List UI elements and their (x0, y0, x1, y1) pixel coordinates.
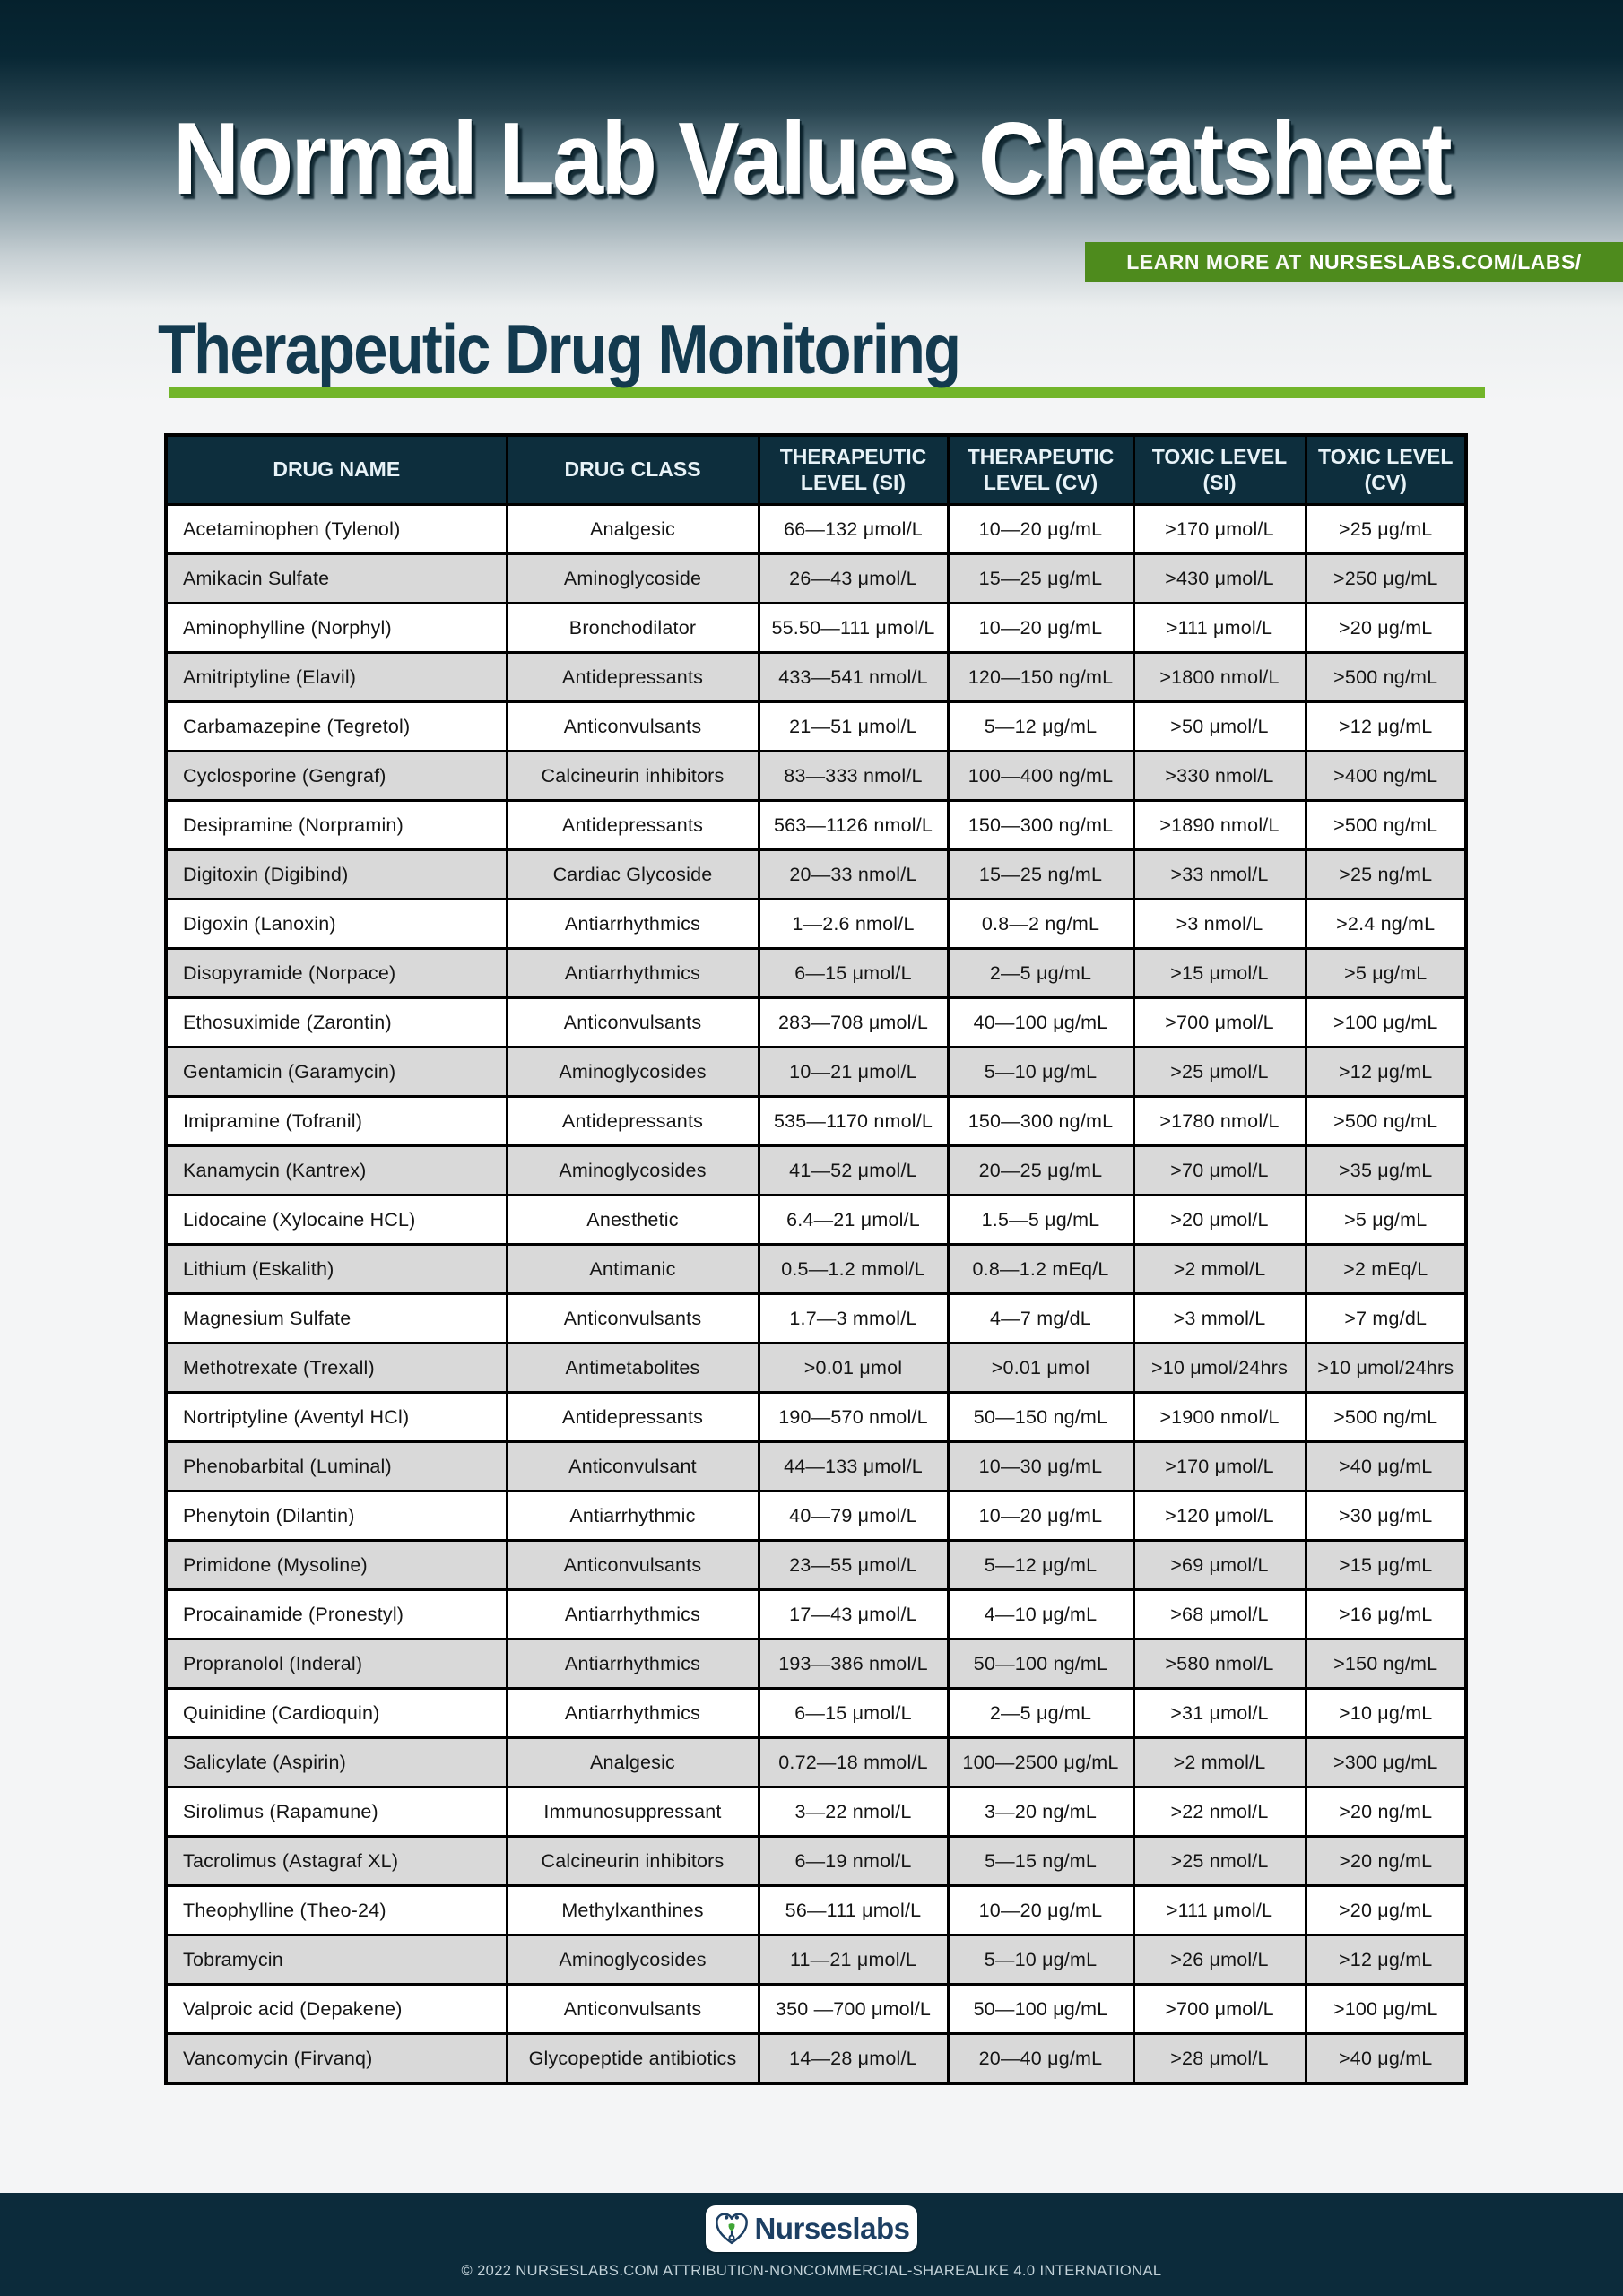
table-row (166, 1196, 1466, 1245)
drug-name-cell: Lithium (Eskalith) (166, 1245, 507, 1294)
drug-name-cell: Aminophylline (Norphyl) (166, 604, 507, 653)
value-cell: Antimanic (507, 1245, 759, 1294)
value-cell: 433—541 nmol/L (759, 653, 948, 702)
value-cell: 4—7 mg/dL (948, 1294, 1133, 1344)
value-cell: >20 ng/mL (1306, 1837, 1466, 1886)
value-cell: >111 μmol/L (1133, 1886, 1306, 1935)
value-cell: 6.4—21 μmol/L (759, 1196, 948, 1245)
value-cell: 1.5—5 μg/mL (948, 1196, 1133, 1245)
value-cell: 150—300 ng/mL (948, 801, 1133, 850)
drug-name-cell: Tobramycin (166, 1935, 507, 1985)
value-cell: Calcineurin inhibitors (507, 1837, 759, 1886)
drug-name-cell: Sirolimus (Rapamune) (166, 1787, 507, 1837)
value-cell: Antidepressants (507, 653, 759, 702)
table-row (166, 1048, 1466, 1097)
value-cell: 5—12 μg/mL (948, 702, 1133, 752)
table-row (166, 1738, 1466, 1787)
value-cell: Analgesic (507, 505, 759, 554)
value-cell: Anticonvulsants (507, 1294, 759, 1344)
value-cell: >3 mmol/L (1133, 1294, 1306, 1344)
table-row (166, 1146, 1466, 1196)
table-row (166, 752, 1466, 801)
drug-table-body (166, 505, 1466, 2084)
value-cell: 83—333 nmol/L (759, 752, 948, 801)
value-cell: Immunosuppressant (507, 1787, 759, 1837)
table-row (166, 604, 1466, 653)
learn-more-banner[interactable] (1085, 242, 1623, 282)
value-cell: >25 nmol/L (1133, 1837, 1306, 1886)
value-cell: 5—10 μg/mL (948, 1048, 1133, 1097)
value-cell: >68 μmol/L (1133, 1590, 1306, 1639)
value-cell: >150 ng/mL (1306, 1639, 1466, 1689)
value-cell: 100—400 ng/mL (948, 752, 1133, 801)
value-cell: Antidepressants (507, 1097, 759, 1146)
value-cell: Anticonvulsants (507, 702, 759, 752)
drug-name-cell: Primidone (Mysoline) (166, 1541, 507, 1590)
value-cell: >12 μg/mL (1306, 1048, 1466, 1097)
value-cell: Calcineurin inhibitors (507, 752, 759, 801)
column-header-drug-class: DRUG CLASS (507, 435, 759, 505)
value-cell: Antiarrhythmics (507, 900, 759, 949)
value-cell: 193—386 nmol/L (759, 1639, 948, 1689)
value-cell: Glycopeptide antibiotics (507, 2034, 759, 2084)
value-cell: 5—10 μg/mL (948, 1935, 1133, 1985)
value-cell: 10—20 μg/mL (948, 1886, 1133, 1935)
table-row (166, 1590, 1466, 1639)
banner-url[interactable]: NURSESLABS.COM/LABS/ (1308, 249, 1582, 274)
drug-name-cell: Salicylate (Aspirin) (166, 1738, 507, 1787)
drug-name-cell: Theophylline (Theo-24) (166, 1886, 507, 1935)
value-cell: >33 nmol/L (1133, 850, 1306, 900)
value-cell: >1780 nmol/L (1133, 1097, 1306, 1146)
table-row (166, 1393, 1466, 1442)
drug-name-cell: Cyclosporine (Gengraf) (166, 752, 507, 801)
value-cell: >22 nmol/L (1133, 1787, 1306, 1837)
table-row (166, 554, 1466, 604)
value-cell: 0.8—2 ng/mL (948, 900, 1133, 949)
value-cell: 44—133 μmol/L (759, 1442, 948, 1492)
drug-name-cell: Carbamazepine (Tegretol) (166, 702, 507, 752)
value-cell: 6—15 μmol/L (759, 949, 948, 998)
copyright-text: © 2022 NURSESLABS.COM ATTRIBUTION-NONCOMMERCIAL-SHAREALIKE 4.0 INTERNATIONAL (461, 2263, 1162, 2279)
value-cell: 40—100 μg/mL (948, 998, 1133, 1048)
brand-name: Nurseslabs (754, 2212, 910, 2245)
value-cell: >20 μg/mL (1306, 604, 1466, 653)
value-cell: >12 μg/mL (1306, 1935, 1466, 1985)
table-row (166, 1442, 1466, 1492)
nurseslabs-logo (706, 2205, 917, 2252)
value-cell: >500 ng/mL (1306, 653, 1466, 702)
value-cell: 26—43 μmol/L (759, 554, 948, 604)
drug-table (164, 433, 1468, 2085)
value-cell: Antidepressants (507, 1393, 759, 1442)
value-cell: >580 nmol/L (1133, 1639, 1306, 1689)
drug-name-cell: Propranolol (Inderal) (166, 1639, 507, 1689)
value-cell: 50—100 ng/mL (948, 1639, 1133, 1689)
table-row (166, 1344, 1466, 1393)
drug-name-cell: Acetaminophen (Tylenol) (166, 505, 507, 554)
value-cell: 0.5—1.2 mmol/L (759, 1245, 948, 1294)
table-row (166, 2034, 1466, 2084)
value-cell: 10—30 μg/mL (948, 1442, 1133, 1492)
value-cell: >430 μmol/L (1133, 554, 1306, 604)
drug-name-cell: Amitriptyline (Elavil) (166, 653, 507, 702)
table-row (166, 1245, 1466, 1294)
value-cell: >7 mg/dL (1306, 1294, 1466, 1344)
value-cell: 2—5 μg/mL (948, 949, 1133, 998)
value-cell: Aminoglycoside (507, 554, 759, 604)
value-cell: >700 μmol/L (1133, 1985, 1306, 2034)
value-cell: 5—15 ng/mL (948, 1837, 1133, 1886)
table-row (166, 900, 1466, 949)
drug-name-cell: Digoxin (Lanoxin) (166, 900, 507, 949)
value-cell: 1.7—3 mmol/L (759, 1294, 948, 1344)
value-cell: >12 μg/mL (1306, 702, 1466, 752)
value-cell: Antiarrhythmics (507, 1689, 759, 1738)
value-cell: >70 μmol/L (1133, 1146, 1306, 1196)
drug-name-cell: Ethosuximide (Zarontin) (166, 998, 507, 1048)
table-row (166, 1787, 1466, 1837)
drug-table-header (166, 435, 1466, 505)
value-cell: 21—51 μmol/L (759, 702, 948, 752)
value-cell: >40 μg/mL (1306, 1442, 1466, 1492)
value-cell: >16 μg/mL (1306, 1590, 1466, 1639)
value-cell: >31 μmol/L (1133, 1689, 1306, 1738)
value-cell: >15 μmol/L (1133, 949, 1306, 998)
value-cell: >3 nmol/L (1133, 900, 1306, 949)
value-cell: >26 μmol/L (1133, 1935, 1306, 1985)
value-cell: Antiarrhythmics (507, 949, 759, 998)
value-cell: 150—300 ng/mL (948, 1097, 1133, 1146)
drug-name-cell: Disopyramide (Norpace) (166, 949, 507, 998)
value-cell: 2—5 μg/mL (948, 1689, 1133, 1738)
value-cell: 15—25 μg/mL (948, 554, 1133, 604)
drug-name-cell: Lidocaine (Xylocaine HCL) (166, 1196, 507, 1245)
drug-name-cell: Imipramine (Tofranil) (166, 1097, 507, 1146)
value-cell: Anticonvulsant (507, 1442, 759, 1492)
heart-stethoscope-icon (714, 2211, 750, 2247)
table-row (166, 1837, 1466, 1886)
value-cell: 350 —700 μmol/L (759, 1985, 948, 2034)
value-cell: 50—150 ng/mL (948, 1393, 1133, 1442)
drug-name-cell: Phenobarbital (Luminal) (166, 1442, 507, 1492)
value-cell: 100—2500 μg/mL (948, 1738, 1133, 1787)
value-cell: >69 μmol/L (1133, 1541, 1306, 1590)
value-cell: 190—570 nmol/L (759, 1393, 948, 1442)
value-cell: 20—40 μg/mL (948, 2034, 1133, 2084)
drug-name-cell: Desipramine (Norpramin) (166, 801, 507, 850)
value-cell: 10—20 μg/mL (948, 604, 1133, 653)
drug-name-cell: Valproic acid (Depakene) (166, 1985, 507, 2034)
drug-name-cell: Quinidine (Cardioquin) (166, 1689, 507, 1738)
drug-name-cell: Gentamicin (Garamycin) (166, 1048, 507, 1097)
table-row (166, 1097, 1466, 1146)
value-cell: >10 μg/mL (1306, 1689, 1466, 1738)
banner-prefix: LEARN MORE AT (1126, 249, 1302, 274)
value-cell: 20—25 μg/mL (948, 1146, 1133, 1196)
value-cell: 4—10 μg/mL (948, 1590, 1133, 1639)
value-cell: 41—52 μmol/L (759, 1146, 948, 1196)
value-cell: >2 mmol/L (1133, 1738, 1306, 1787)
value-cell: >500 ng/mL (1306, 1393, 1466, 1442)
value-cell: 11—21 μmol/L (759, 1935, 948, 1985)
table-row (166, 702, 1466, 752)
value-cell: Antiarrhythmics (507, 1590, 759, 1639)
value-cell: 56—111 μmol/L (759, 1886, 948, 1935)
value-cell: 120—150 ng/mL (948, 653, 1133, 702)
value-cell: >15 μg/mL (1306, 1541, 1466, 1590)
value-cell: 535—1170 nmol/L (759, 1097, 948, 1146)
page-title: Normal Lab Values Cheatsheet (172, 102, 1451, 216)
drug-name-cell: Digitoxin (Digibind) (166, 850, 507, 900)
value-cell: >20 ng/mL (1306, 1787, 1466, 1837)
value-cell: Aminoglycosides (507, 1048, 759, 1097)
value-cell: >111 μmol/L (1133, 604, 1306, 653)
value-cell: >1890 nmol/L (1133, 801, 1306, 850)
value-cell: 10—20 μg/mL (948, 505, 1133, 554)
value-cell: >25 μg/mL (1306, 505, 1466, 554)
value-cell: 5—12 μg/mL (948, 1541, 1133, 1590)
value-cell: >400 ng/mL (1306, 752, 1466, 801)
table-row (166, 1639, 1466, 1689)
drug-name-cell: Vancomycin (Firvanq) (166, 2034, 507, 2084)
drug-name-cell: Kanamycin (Kantrex) (166, 1146, 507, 1196)
value-cell: >10 μmol/24hrs (1133, 1344, 1306, 1393)
value-cell: 23—55 μmol/L (759, 1541, 948, 1590)
value-cell: 6—19 nmol/L (759, 1837, 948, 1886)
value-cell: Aminoglycosides (507, 1146, 759, 1196)
value-cell: 15—25 ng/mL (948, 850, 1133, 900)
value-cell: >5 μg/mL (1306, 1196, 1466, 1245)
value-cell: >20 μmol/L (1133, 1196, 1306, 1245)
value-cell: >40 μg/mL (1306, 2034, 1466, 2084)
value-cell: >700 μmol/L (1133, 998, 1306, 1048)
value-cell: Analgesic (507, 1738, 759, 1787)
value-cell: >100 μg/mL (1306, 1985, 1466, 2034)
value-cell: Cardiac Glycoside (507, 850, 759, 900)
table-row (166, 998, 1466, 1048)
column-header-toxic-si: TOXIC LEVEL (SI) (1133, 435, 1306, 505)
table-row (166, 1294, 1466, 1344)
table-row (166, 1541, 1466, 1590)
table-row (166, 1935, 1466, 1985)
table-row (166, 850, 1466, 900)
value-cell: >170 μmol/L (1133, 505, 1306, 554)
value-cell: >0.01 μmol (948, 1344, 1133, 1393)
column-header-drug-name: DRUG NAME (166, 435, 507, 505)
column-header-therapeutic-si: THERAPEUTIC LEVEL (SI) (759, 435, 948, 505)
value-cell: 0.8—1.2 mEq/L (948, 1245, 1133, 1294)
value-cell: 10—21 μmol/L (759, 1048, 948, 1097)
value-cell: 283—708 μmol/L (759, 998, 948, 1048)
value-cell: 6—15 μmol/L (759, 1689, 948, 1738)
footer (0, 2193, 1623, 2296)
value-cell: Antidepressants (507, 801, 759, 850)
value-cell: >5 μg/mL (1306, 949, 1466, 998)
value-cell: >25 ng/mL (1306, 850, 1466, 900)
value-cell: >250 μg/mL (1306, 554, 1466, 604)
drug-name-cell: Phenytoin (Dilantin) (166, 1492, 507, 1541)
value-cell: >1800 nmol/L (1133, 653, 1306, 702)
value-cell: Aminoglycosides (507, 1935, 759, 1985)
table-row (166, 505, 1466, 554)
value-cell: >300 μg/mL (1306, 1738, 1466, 1787)
drug-name-cell: Tacrolimus (Astagraf XL) (166, 1837, 507, 1886)
value-cell: >50 μmol/L (1133, 702, 1306, 752)
drug-name-cell: Magnesium Sulfate (166, 1294, 507, 1344)
section-title: Therapeutic Drug Monitoring (158, 309, 960, 388)
drug-name-cell: Amikacin Sulfate (166, 554, 507, 604)
value-cell: 20—33 nmol/L (759, 850, 948, 900)
value-cell: >100 μg/mL (1306, 998, 1466, 1048)
value-cell: 40—79 μmol/L (759, 1492, 948, 1541)
table-row (166, 1689, 1466, 1738)
table-row (166, 1886, 1466, 1935)
value-cell: 1—2.6 nmol/L (759, 900, 948, 949)
value-cell: >10 μmol/24hrs (1306, 1344, 1466, 1393)
value-cell: >330 nmol/L (1133, 752, 1306, 801)
drug-name-cell: Methotrexate (Trexall) (166, 1344, 507, 1393)
value-cell: Antimetabolites (507, 1344, 759, 1393)
value-cell: 50—100 μg/mL (948, 1985, 1133, 2034)
value-cell: 66—132 μmol/L (759, 505, 948, 554)
table-row (166, 801, 1466, 850)
value-cell: Methylxanthines (507, 1886, 759, 1935)
value-cell: 3—20 ng/mL (948, 1787, 1133, 1837)
value-cell: >20 μg/mL (1306, 1886, 1466, 1935)
drug-name-cell: Nortriptyline (Aventyl HCl) (166, 1393, 507, 1442)
value-cell: >2 mmol/L (1133, 1245, 1306, 1294)
value-cell: 14—28 μmol/L (759, 2034, 948, 2084)
value-cell: >1900 nmol/L (1133, 1393, 1306, 1442)
value-cell: 55.50—111 μmol/L (759, 604, 948, 653)
value-cell: >0.01 μmol (759, 1344, 948, 1393)
column-header-toxic-cv: TOXIC LEVEL (CV) (1306, 435, 1466, 505)
value-cell: Anticonvulsants (507, 1541, 759, 1590)
value-cell: Anticonvulsants (507, 1985, 759, 2034)
drug-name-cell: Procainamide (Pronestyl) (166, 1590, 507, 1639)
value-cell: >25 μmol/L (1133, 1048, 1306, 1097)
table-row (166, 653, 1466, 702)
value-cell: 3—22 nmol/L (759, 1787, 948, 1837)
value-cell: Anticonvulsants (507, 998, 759, 1048)
value-cell: 563—1126 nmol/L (759, 801, 948, 850)
value-cell: >35 μg/mL (1306, 1146, 1466, 1196)
value-cell: >2.4 ng/mL (1306, 900, 1466, 949)
value-cell: >170 μmol/L (1133, 1442, 1306, 1492)
value-cell: Antiarrhythmics (507, 1639, 759, 1689)
table-row (166, 1985, 1466, 2034)
header-row (166, 435, 1466, 505)
table-row (166, 949, 1466, 998)
value-cell: >28 μmol/L (1133, 2034, 1306, 2084)
value-cell: >30 μg/mL (1306, 1492, 1466, 1541)
value-cell: >120 μmol/L (1133, 1492, 1306, 1541)
value-cell: Anesthetic (507, 1196, 759, 1245)
value-cell: Antiarrhythmic (507, 1492, 759, 1541)
value-cell: >500 ng/mL (1306, 1097, 1466, 1146)
value-cell: 0.72—18 mmol/L (759, 1738, 948, 1787)
value-cell: >500 ng/mL (1306, 801, 1466, 850)
value-cell: 10—20 μg/mL (948, 1492, 1133, 1541)
value-cell: >2 mEq/L (1306, 1245, 1466, 1294)
column-header-therapeutic-cv: THERAPEUTIC LEVEL (CV) (948, 435, 1133, 505)
value-cell: 17—43 μmol/L (759, 1590, 948, 1639)
table-row (166, 1492, 1466, 1541)
value-cell: Bronchodilator (507, 604, 759, 653)
